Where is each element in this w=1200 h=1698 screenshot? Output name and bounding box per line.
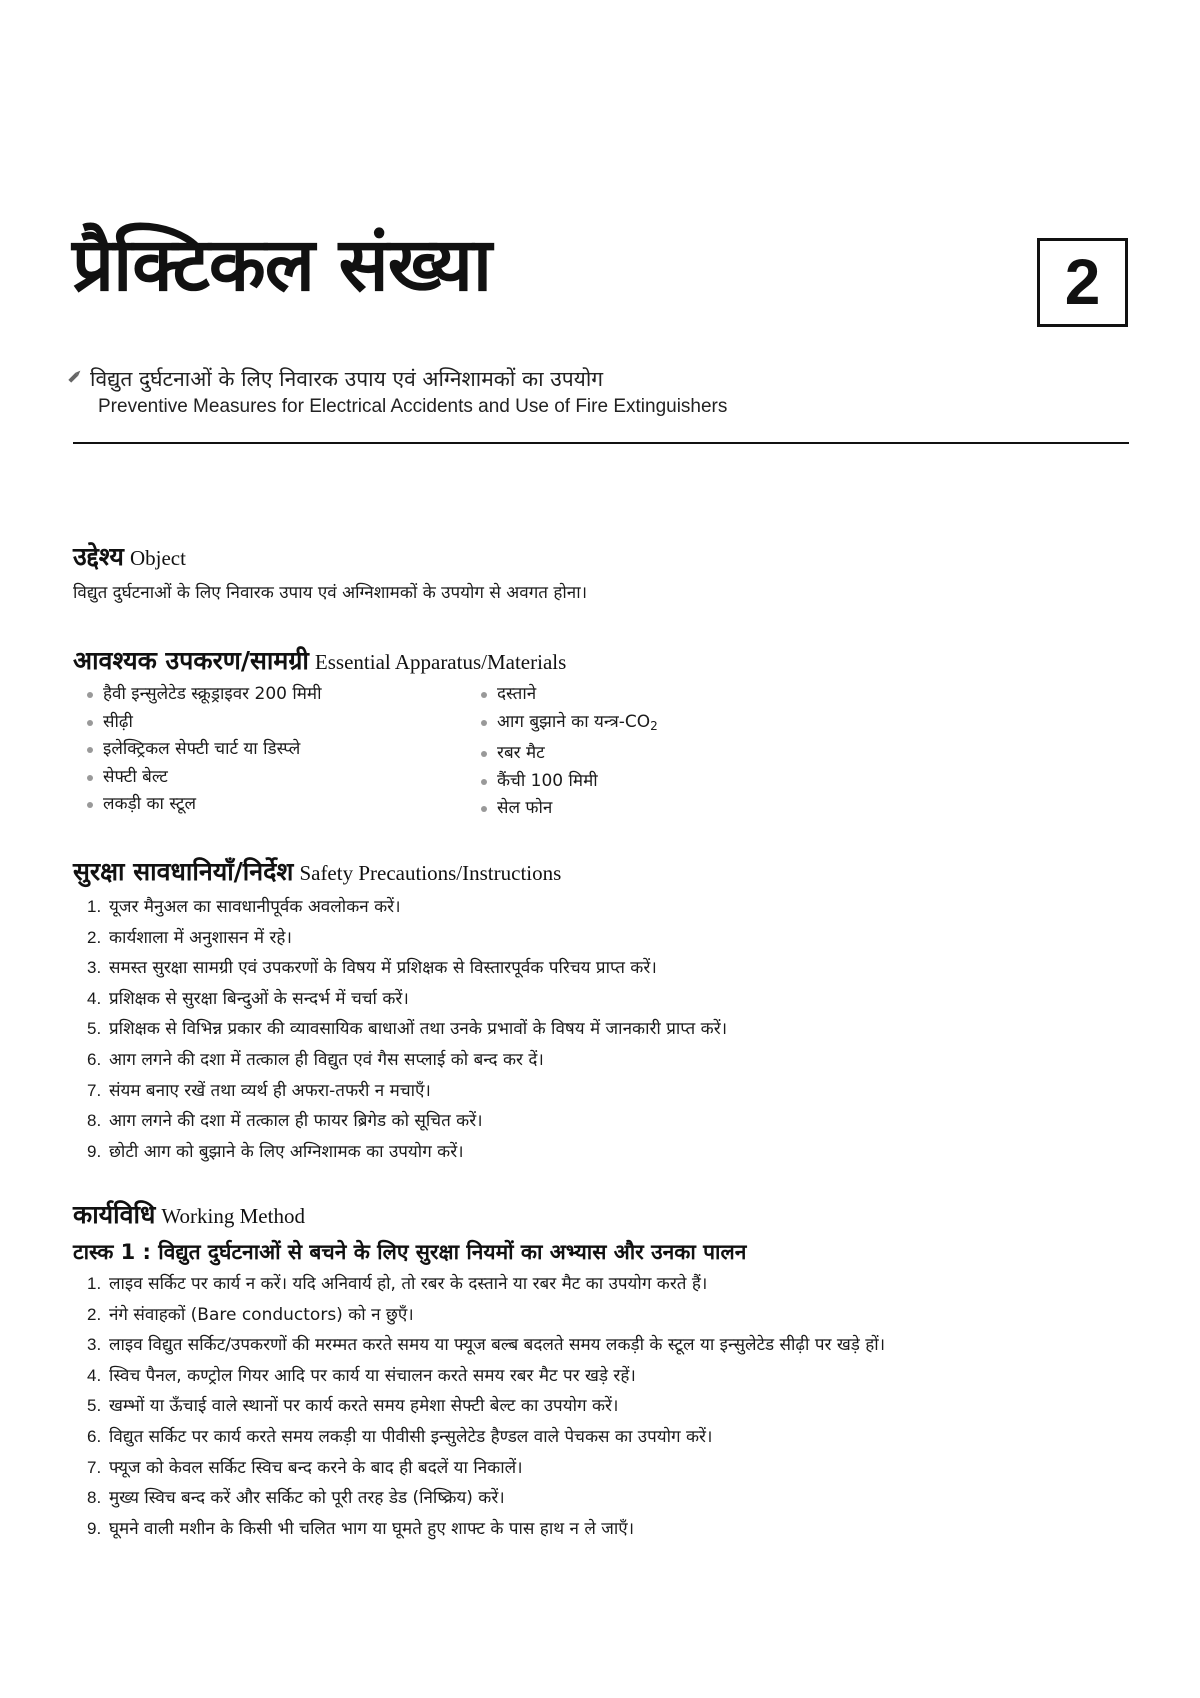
list-item: 4. स्विच पैनल, कण्ट्रोल गियर आदि पर कार्य या संचालन करते समय रबर मैट पर खड़े रहें। — [87, 1365, 636, 1386]
heading-hindi: आवश्यक उपकरण/सामग्री — [73, 646, 309, 675]
list-item: 8. मुख्य स्विच बन्द करें और सर्किट को पूरी तरह डेड (निष्क्रिय) करें। — [87, 1488, 505, 1509]
co2-subscript: 2 — [650, 718, 658, 733]
section-heading-apparatus — [73, 644, 1133, 679]
list-item: इलेक्ट्रिकल सेफ्टी चार्ट या डिस्प्ले — [87, 736, 467, 764]
heading-english: Safety Precautions/Instructions — [299, 861, 562, 885]
heading-hindi: कार्यविधि — [73, 1200, 156, 1229]
pencil-icon — [66, 369, 83, 386]
list-item: हैवी इन्सुलेटेड स्क्रूड्राइवर 200 मिमी — [87, 681, 467, 709]
list-item: 2. नंगे संवाहकों (Bare conductors) को न छुएँ। — [87, 1304, 414, 1325]
list-item: कैंची 100 मिमी — [481, 768, 658, 796]
list-item: रबर मैट — [481, 740, 658, 768]
task-heading: टास्क 1 : विद्युत दुर्घटनाओं से बचने के लिए सुरक्षा नियमों का अभ्यास और उनका पालन — [73, 1240, 747, 1264]
heading-hindi: सुरक्षा सावधानियाँ/निर्देश — [73, 857, 294, 886]
list-item: 6. विद्युत सर्किट पर कार्य करते समय लकड़ी या पीवीसी इन्सुलेटेड हैण्डल वाले पेचकस का उपयोग करें। — [87, 1426, 713, 1447]
heading-english: Working Method — [161, 1204, 305, 1228]
section-safety — [73, 855, 1133, 1167]
section-object — [73, 540, 1133, 607]
apparatus-list-left — [73, 681, 467, 823]
list-item: 7. संयम बनाए रखें तथा व्यर्थ ही अफरा-तफरी न मचाएँ। — [87, 1080, 431, 1101]
section-heading-working-method — [73, 1198, 1133, 1233]
co2-label: आग बुझाने का यन्त्र-CO — [497, 711, 651, 732]
list-item: 9. छोटी आग को बुझाने के लिए अग्निशामक का उपयोग करें। — [87, 1141, 464, 1162]
list-item: 2. कार्यशाला में अनुशासन में रहे। — [87, 927, 292, 948]
list-item: 4. प्रशिक्षक से सुरक्षा बिन्दुओं के सन्दर्भ में चर्चा करें। — [87, 988, 409, 1009]
heading-english: Essential Apparatus/Materials — [314, 650, 567, 674]
list-item: 3. लाइव विद्युत सर्किट/उपकरणों की मरम्मत करते समय या फ्यूज बल्ब बदलते समय लकड़ी के स्टूल या इन्सुलेटेड सीढ़ी पर खड़े हों। — [87, 1335, 886, 1356]
list-item: 5. खम्भों या ऊँचाई वाले स्थानों पर कार्य करते समय हमेशा सेफ्टी बेल्ट का उपयोग करें। — [87, 1396, 619, 1417]
list-item: 1. यूजर मैनुअल का सावधानीपूर्वक अवलोकन करें। — [87, 897, 401, 917]
section-apparatus — [73, 644, 1133, 823]
list-item: दस्ताने — [481, 681, 658, 709]
working-method-list — [73, 1269, 1133, 1544]
subtitle-english: Preventive Measures for Electrical Accidents and Use of Fire Extinguishers — [98, 396, 728, 417]
heading-hindi: उद्देश्य — [73, 542, 124, 571]
list-item — [481, 709, 658, 741]
list-item: सीढ़ी — [87, 709, 467, 737]
list-item: 3. समस्त सुरक्षा सामग्री एवं उपकरणों के विषय में प्रशिक्षक से विस्तारपूर्वक परिचय प्राप्त करें। — [87, 958, 657, 979]
page-title: प्रैक्टिकल संख्या — [72, 222, 492, 308]
practical-number-box: 2 — [1037, 238, 1128, 327]
header-divider — [73, 442, 1129, 444]
list-item: 6. आग लगने की दशा में तत्काल ही विद्युत एवं गैस सप्लाई को बन्द कर दें। — [87, 1049, 544, 1070]
list-item: लकड़ी का स्टूल — [87, 791, 467, 819]
section-heading-safety — [73, 855, 1133, 890]
list-item: 8. आग लगने की दशा में तत्काल ही फायर ब्रिगेड को सूचित करें। — [87, 1111, 483, 1132]
subtitle-hindi: विद्युत दुर्घटनाओं के लिए निवारक उपाय एवं अग्निशामकों का उपयोग — [90, 367, 604, 391]
safety-list — [73, 892, 1133, 1167]
section-working-method — [73, 1198, 1133, 1544]
list-item: 7. फ्यूज को केवल सर्किट स्विच बन्द करने के बाद ही बदलें या निकालें। — [87, 1457, 523, 1478]
list-item: सेफ्टी बेल्ट — [87, 764, 467, 792]
apparatus-columns — [73, 681, 1133, 823]
subtitle-block — [68, 364, 1128, 420]
heading-english: Object — [129, 546, 186, 570]
list-item: 5. प्रशिक्षक से विभिन्न प्रकार की व्यावसायिक बाधाओं तथा उनके प्रभावों के विषय में जानकारी प्राप्त करें। — [87, 1019, 728, 1040]
apparatus-list-right — [467, 681, 658, 823]
list-item: 9. घूमने वाली मशीन के किसी भी चलित भाग या घूमते हुए शाफ्ट के पास हाथ न ले जाएँ। — [87, 1518, 635, 1539]
subtitle-hindi-line — [68, 364, 1128, 394]
object-text: विद्युत दुर्घटनाओं के लिए निवारक उपाय एवं अग्निशामकों के उपयोग से अवगत होना। — [73, 583, 588, 603]
list-item: 1. लाइव सर्किट पर कार्य न करें। यदि अनिवार्य हो, तो रबर के दस्ताने या रबर मैट का उपयोग करते हैं। — [87, 1274, 708, 1294]
list-item: सेल फोन — [481, 795, 658, 823]
section-heading-object — [73, 540, 1133, 575]
